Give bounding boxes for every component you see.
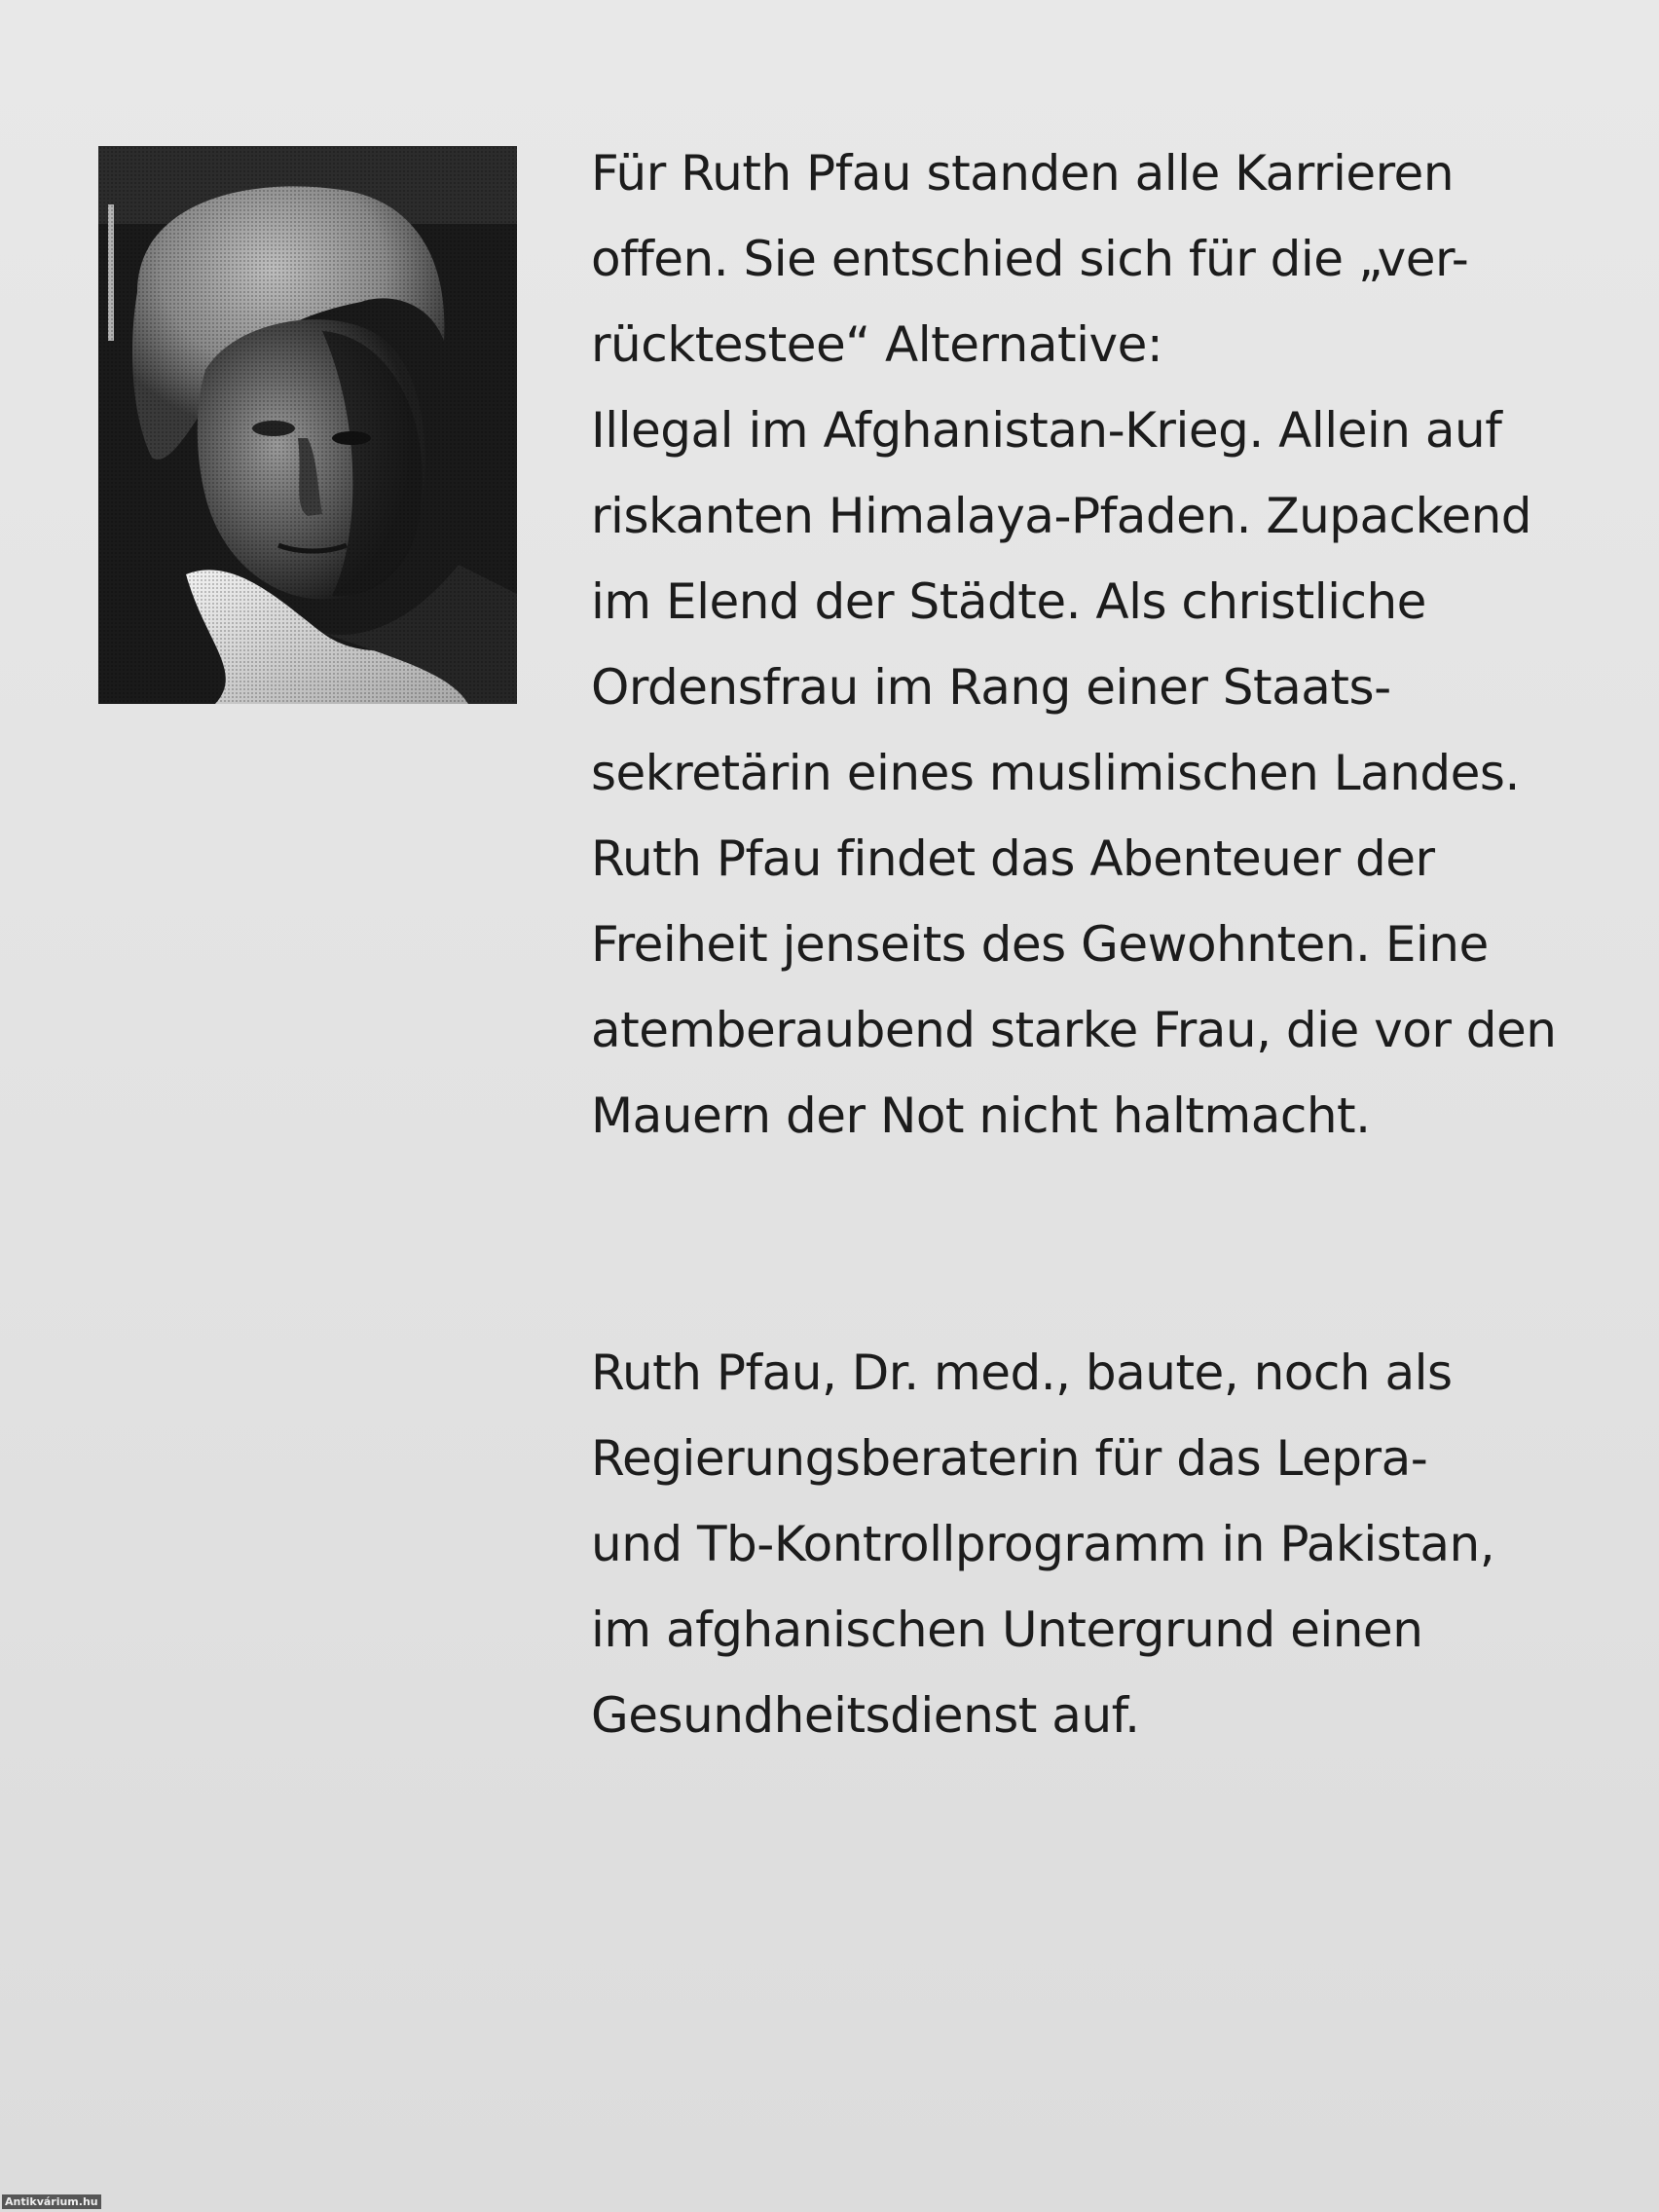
description-line: rücktestee“ Alternative: (591, 316, 1163, 373)
description-line: offen. Sie entschied sich für die „ver- (591, 231, 1469, 287)
author-bio-line: Regierungsberaterin für das Lepra- (591, 1430, 1428, 1487)
description-line: sekretärin eines muslimischen Landes. (591, 745, 1520, 801)
watermark: Antikvárium.hu (2, 2194, 101, 2209)
description-line: im Elend der Städte. Als christliche (591, 573, 1426, 630)
description-line: Freiheit jenseits des Gewohnten. Eine (591, 916, 1489, 973)
description-line: Mauern der Not nicht haltmacht. (591, 1088, 1371, 1144)
author-bio-line: Gesundheitsdienst auf. (591, 1687, 1140, 1744)
description-line: riskanten Himalaya-Pfaden. Zupackend (591, 488, 1532, 544)
author-portrait-photo (98, 146, 517, 704)
description-line: Ordensfrau im Rang einer Staats- (591, 659, 1391, 716)
author-bio-line: und Tb-Kontrollprogramm in Pakistan, (591, 1516, 1495, 1572)
description-line: Für Ruth Pfau standen alle Karrieren (591, 145, 1455, 202)
description-text (591, 130, 1604, 1159)
author-bio-line: Ruth Pfau, Dr. med., baute, noch als (591, 1345, 1453, 1401)
description-line: Illegal im Afghanistan-Krieg. Allein auf (591, 402, 1502, 459)
author-bio-text (591, 1330, 1604, 1758)
description-line: atemberaubend starke Frau, die vor den (591, 1002, 1557, 1058)
portrait-photo-icon (98, 146, 517, 704)
author-bio-line: im afghanischen Untergrund einen (591, 1602, 1423, 1658)
description-line: Ruth Pfau findet das Abenteuer der (591, 830, 1435, 887)
